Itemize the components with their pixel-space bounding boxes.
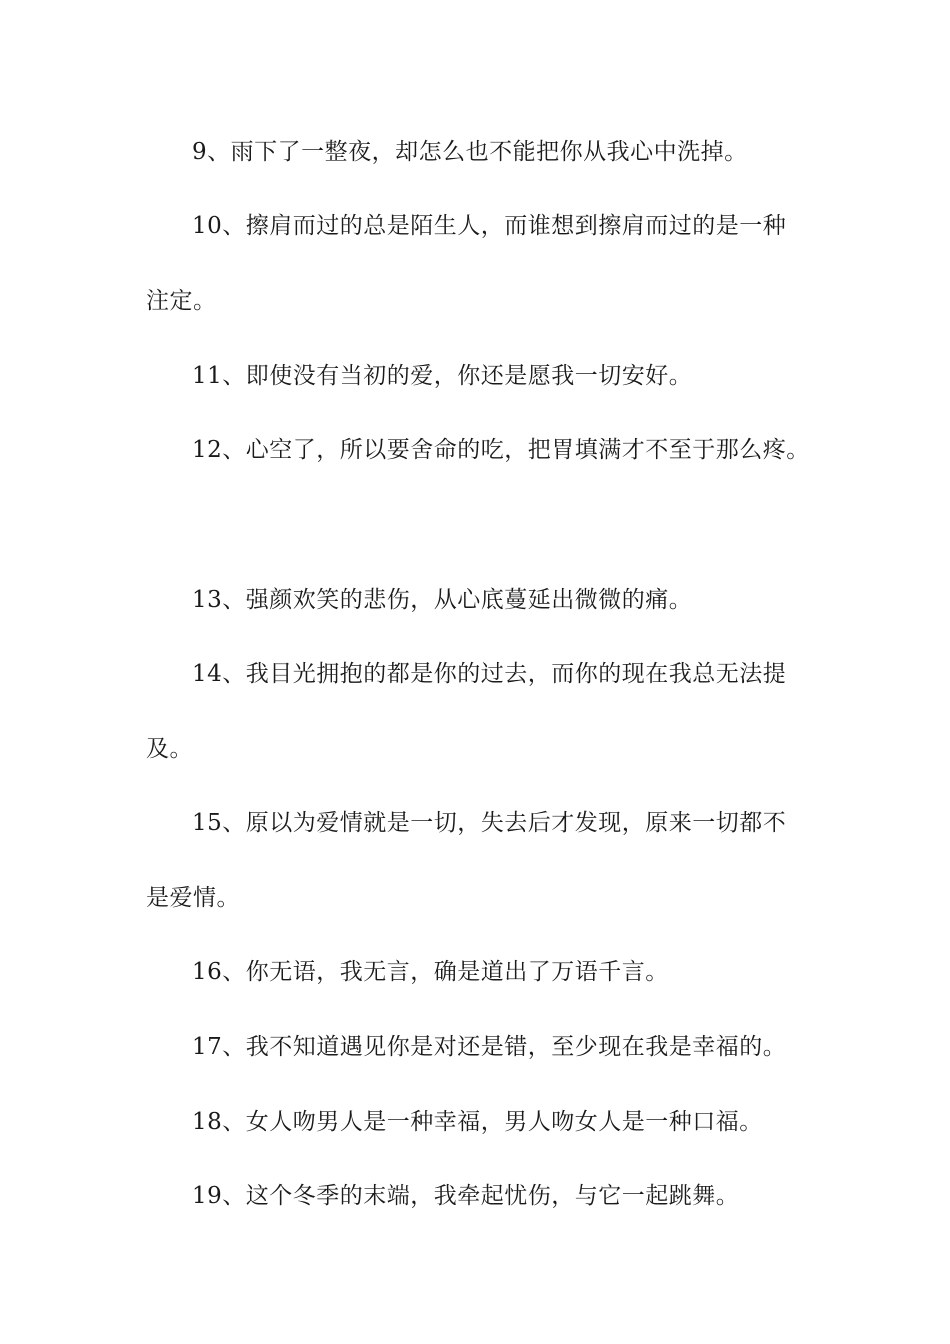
- quote-17: 17、我不知道遇见你是对还是错，至少现在我是幸福的。: [192, 1034, 787, 1060]
- quote-15-line-2: 是爱情。: [146, 885, 240, 911]
- quote-18: 18、女人吻男人是一种幸福，男人吻女人是一种口福。: [192, 1109, 763, 1135]
- quote-10-line-1: 10、擦肩而过的总是陌生人，而谁想到擦肩而过的是一种: [192, 213, 787, 239]
- quote-12: 12、心空了，所以要舍命的吃，把胃填满才不至于那么疼。: [192, 437, 810, 463]
- quote-11: 11、即使没有当初的爱，你还是愿我一切安好。: [192, 363, 693, 389]
- quote-16: 16、你无语，我无言，确是道出了万语千言。: [192, 959, 669, 985]
- quote-9: 9、雨下了一整夜，却怎么也不能把你从我心中洗掉。: [192, 139, 748, 165]
- quote-13: 13、强颜欢笑的悲伤，从心底蔓延出微微的痛。: [192, 587, 693, 613]
- quote-14-line-1: 14、我目光拥抱的都是你的过去，而你的现在我总无法提: [192, 661, 787, 687]
- quote-15-line-1: 15、原以为爱情就是一切，失去后才发现，原来一切都不: [192, 810, 787, 836]
- quote-14-line-2: 及。: [146, 736, 193, 762]
- quote-10-line-2: 注定。: [146, 288, 217, 314]
- quote-19: 19、这个冬季的末端，我牵起忧伤，与它一起跳舞。: [192, 1183, 740, 1209]
